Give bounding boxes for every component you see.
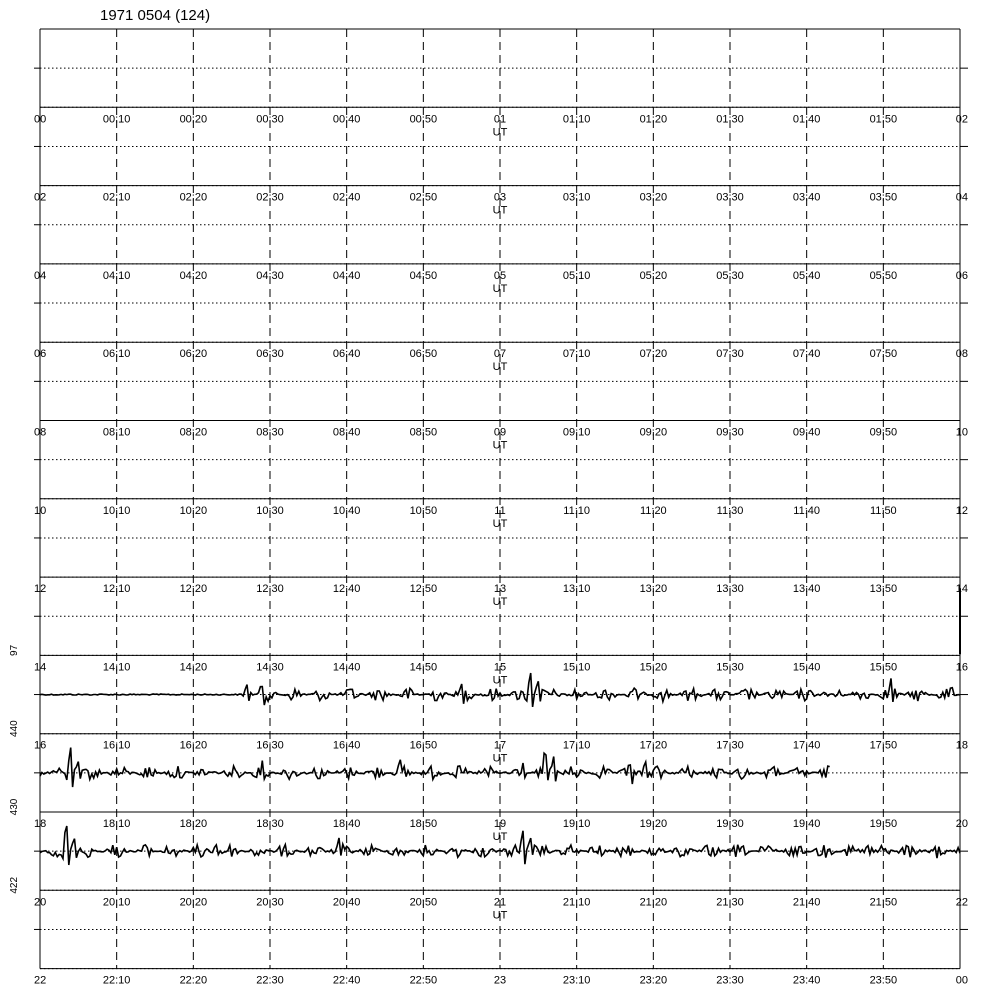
tick-label: 12:20 [179,583,208,596]
tick-label: 11:40 [793,504,821,517]
station-label: 97 [9,644,20,656]
tick-label: 20:30 [256,896,284,909]
tick-label: 05:20 [639,269,668,282]
tick-label: 20 [34,896,47,909]
tick-label: 21:20 [639,896,668,909]
tick-label: 17:30 [716,739,744,752]
x-unit-label: UT [492,752,508,765]
tick-label: 09:30 [716,426,744,439]
tick-label: 12 [34,583,47,596]
tick-label: 03 [493,191,507,204]
tick-label: 04 [955,191,968,204]
tick-label: 16:50 [409,739,438,752]
tick-label: 11:50 [869,504,897,517]
tick-label: 19 [493,818,507,830]
tick-label: 19:20 [639,818,668,830]
tick-label: 20:50 [409,896,438,909]
tick-label: 08:40 [332,426,361,439]
tick-label: 09:40 [792,426,821,439]
tick-label: 12:30 [256,583,284,596]
x-unit-label: UT [492,204,508,217]
tick-label: 13 [493,583,507,596]
tick-label: 08:10 [102,426,131,439]
tick-label: 20:20 [179,896,208,909]
tick-label: 10:10 [102,504,131,517]
tick-label: 17:50 [869,739,898,752]
tick-label: 17:40 [792,739,821,752]
tick-label: 05 [493,269,507,282]
tick-label: 00:30 [256,113,284,126]
tick-label: 19:40 [792,818,821,830]
tick-label: 08:20 [179,426,208,439]
tick-label: 10 [34,504,47,517]
tick-label: 07:30 [716,348,744,361]
tick-label: 22 [955,896,968,909]
x-unit-label: UT [492,517,508,530]
tick-label: 18 [955,739,968,752]
station-label: 430 [9,798,20,816]
tick-label: 15 [493,661,507,674]
station-label: 440 [9,720,20,738]
tick-label: 15:20 [639,661,668,674]
tick-label: 03:30 [716,191,744,204]
tick-label: 16:10 [102,739,131,752]
tick-label: 19:50 [869,818,898,830]
tick-label: 10:40 [332,504,361,517]
tick-label: 21:50 [869,896,898,909]
tick-label: 04:10 [102,269,131,282]
tick-label: 11:20 [639,504,667,517]
tick-label: 00:40 [332,113,361,126]
tick-label: 23:40 [792,974,821,987]
x-unit-label: UT [492,909,508,922]
tick-label: 02 [955,113,968,126]
tick-label: 01:10 [562,113,591,126]
tick-label: 11:30 [716,504,744,517]
tick-label: 14:10 [102,661,131,674]
tick-label: 04:30 [256,269,284,282]
tick-label: 23:10 [562,974,591,987]
tick-label: 20:10 [102,896,131,909]
tick-label: 13:10 [562,583,591,596]
tick-label: 18:30 [256,818,284,830]
tick-label: 00:50 [409,113,438,126]
tick-label: 01:40 [792,113,821,126]
tick-label: 17:10 [562,739,591,752]
tick-label: 11 [494,504,506,517]
x-unit-label: UT [492,439,508,452]
tick-label: 21:30 [716,896,744,909]
tick-label: 01:30 [716,113,744,126]
tick-label: 23 [493,974,507,987]
x-unit-label: UT [492,674,508,687]
tick-label: 05:50 [869,269,898,282]
tick-label: 02:20 [179,191,208,204]
tick-label: 04 [34,269,47,282]
tick-label: 23:30 [716,974,744,987]
tick-label: 10:50 [409,504,438,517]
tick-label: 22:10 [102,974,131,987]
tick-label: 06:50 [409,348,438,361]
tick-label: 20 [955,818,968,830]
tick-label: 06:30 [256,348,284,361]
tick-label: 07:10 [562,348,591,361]
tick-label: 15:50 [869,661,898,674]
tick-label: 18:20 [179,818,208,830]
tick-label: 22:50 [409,974,438,987]
tick-label: 15:10 [562,661,591,674]
tick-label: 07:20 [639,348,668,361]
tick-label: 07 [493,348,507,361]
tick-label: 14 [34,661,47,674]
tick-label: 14 [955,583,968,596]
tick-label: 05:10 [562,269,591,282]
tick-label: 16:40 [332,739,361,752]
tick-label: 00 [34,113,47,126]
tick-label: 05:40 [792,269,821,282]
tick-label: 09:50 [869,426,898,439]
tick-label: 18:10 [102,818,131,830]
tick-label: 06 [955,269,968,282]
tick-label: 19:10 [562,818,591,830]
tick-label: 08 [955,348,968,361]
tick-label: 13:50 [869,583,898,596]
chart-title: 1971 0504 (124) [100,7,211,24]
tick-label: 01:50 [869,113,898,126]
tick-label: 07:40 [792,348,821,361]
tick-label: 13:20 [639,583,668,596]
tick-label: 17 [493,739,507,752]
tick-label: 07:50 [869,348,898,361]
tick-label: 02:30 [256,191,284,204]
tick-label: 00 [955,974,968,987]
tick-label: 11:10 [563,504,591,517]
tick-label: 12:10 [102,583,131,596]
x-unit-label: UT [492,361,508,374]
x-unit-label: UT [492,831,508,843]
tick-label: 12 [955,504,968,517]
tick-label: 23:20 [639,974,668,987]
tick-label: 01 [493,113,507,126]
x-unit-label: UT [492,126,508,139]
tick-label: 21:10 [562,896,591,909]
tick-label: 18:50 [409,818,438,830]
tick-label: 10:30 [256,504,284,517]
tick-label: 08:50 [409,426,438,439]
tick-label: 15:30 [716,661,744,674]
tick-label: 02:50 [409,191,438,204]
tick-label: 17:20 [639,739,668,752]
tick-label: 20:40 [332,896,361,909]
tick-label: 04:40 [332,269,361,282]
tick-label: 10:20 [179,504,208,517]
tick-label: 12:50 [409,583,438,596]
tick-label: 03:50 [869,191,898,204]
tick-label: 01:20 [639,113,668,126]
tick-label: 16 [955,661,968,674]
seismic-trace [40,748,830,788]
tick-label: 13:30 [716,583,744,596]
tick-label: 09:20 [639,426,668,439]
tick-label: 22:30 [256,974,284,987]
tick-label: 18:40 [332,818,361,830]
tick-label: 14:30 [256,661,284,674]
tick-label: 23:50 [869,974,898,987]
tick-label: 14:40 [332,661,361,674]
tick-label: 09 [493,426,507,439]
tick-label: 21:40 [792,896,821,909]
tick-label: 22:40 [332,974,361,987]
tick-label: 22 [34,974,47,987]
tick-label: 00:20 [179,113,208,126]
tick-label: 02 [34,191,47,204]
tick-label: 14:20 [179,661,208,674]
tick-label: 04:50 [409,269,438,282]
tick-label: 21 [493,896,507,909]
tick-label: 03:10 [562,191,591,204]
tick-label: 06 [34,348,47,361]
tick-label: 09:10 [562,426,591,439]
tick-label: 16:30 [256,739,284,752]
tick-label: 15:40 [792,661,821,674]
tick-labels [9,113,968,986]
tick-label: 06:10 [102,348,131,361]
x-unit-label: UT [492,596,508,609]
tick-label: 13:40 [792,583,821,596]
station-label: 422 [9,876,20,894]
tick-label: 02:40 [332,191,361,204]
tick-label: 02:10 [102,191,131,204]
tick-label: 03:20 [639,191,668,204]
tick-label: 06:20 [179,348,208,361]
tick-label: 10 [955,426,968,439]
tick-label: 06:40 [332,348,361,361]
tick-label: 08:30 [256,426,284,439]
tick-label: 19:30 [716,818,744,830]
tick-label: 14:50 [409,661,438,674]
tick-label: 16:20 [179,739,208,752]
tick-label: 16 [34,739,47,752]
tick-label: 12:40 [332,583,361,596]
tick-label: 03:40 [792,191,821,204]
tick-label: 04:20 [179,269,208,282]
tick-label: 00:10 [102,113,131,126]
tick-label: 08 [34,426,47,439]
tick-label: 22:20 [179,974,208,987]
tick-label: 18 [34,818,47,830]
tick-label: 05:30 [716,269,744,282]
x-unit-label: UT [492,282,508,295]
